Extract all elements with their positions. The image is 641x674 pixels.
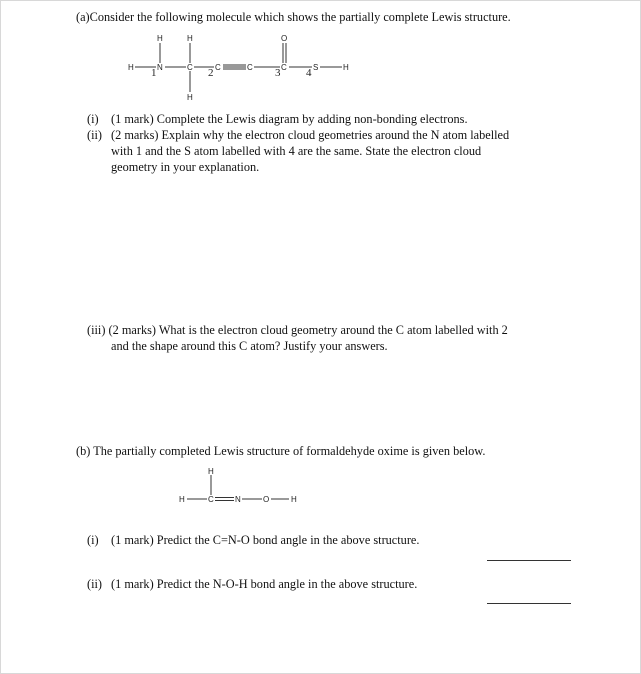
part-a-q3-line2: and the shape around this C atom? Justify your answers. bbox=[111, 339, 388, 353]
label-4: 4 bbox=[306, 67, 312, 79]
atom-c: C bbox=[247, 63, 253, 72]
part-a-q3-line1: (iii) (2 marks) What is the electron cloud geometry around the C atom labelled with 2 bbox=[87, 323, 508, 337]
part-a-q2-line3: geometry in your explanation. bbox=[111, 160, 260, 174]
atom-h: H bbox=[128, 63, 134, 72]
part-b-q1: (1 mark) Predict the C=N-O bond angle in the above structure. bbox=[111, 533, 420, 547]
atom-n: N bbox=[157, 63, 163, 72]
atom-h: H bbox=[208, 467, 214, 476]
atom-h: H bbox=[157, 34, 163, 43]
part-a-q2-line1: (2 marks) Explain why the electron cloud geometries around the N atom labelled bbox=[111, 128, 510, 142]
atom-h: H bbox=[291, 495, 297, 504]
label-3: 3 bbox=[275, 67, 281, 79]
part-b-q2-number: (ii) bbox=[87, 577, 103, 591]
atom-h: H bbox=[187, 93, 193, 102]
atom-s: S bbox=[313, 63, 319, 72]
atom-o: O bbox=[263, 495, 270, 504]
atom-c2: C bbox=[215, 63, 221, 72]
atom-c: C bbox=[187, 63, 193, 72]
part-b-intro: (b) The partially completed Lewis structure of formaldehyde oxime is given below. bbox=[76, 444, 486, 458]
part-b-q1-number: (i) bbox=[87, 533, 99, 547]
atom-c3: C bbox=[281, 63, 287, 72]
atom-h: H bbox=[187, 34, 193, 43]
part-b-q2: (1 mark) Predict the N-O-H bond angle in the above structure. bbox=[111, 577, 418, 591]
part-a-intro: (a)Consider the following molecule which shows the partially complete Lewis structure. bbox=[76, 10, 511, 24]
atom-n: N bbox=[235, 495, 241, 504]
atom-c: C bbox=[208, 495, 214, 504]
atom-h: H bbox=[343, 63, 349, 72]
label-2: 2 bbox=[208, 67, 214, 79]
part-a-q1: (1 mark) Complete the Lewis diagram by adding non-bonding electrons. bbox=[111, 112, 468, 126]
atom-o: O bbox=[281, 34, 288, 43]
label-1: 1 bbox=[151, 67, 157, 79]
part-a-q2-number: (ii) bbox=[87, 128, 103, 142]
atom-h: H bbox=[179, 495, 185, 504]
answer-line-b1[interactable] bbox=[487, 560, 571, 561]
part-a-q1-number: (i) bbox=[87, 112, 99, 126]
answer-line-b2[interactable] bbox=[487, 603, 571, 604]
part-a-q2-line2: with 1 and the S atom labelled with 4 are the same. State the electron cloud bbox=[111, 144, 482, 158]
